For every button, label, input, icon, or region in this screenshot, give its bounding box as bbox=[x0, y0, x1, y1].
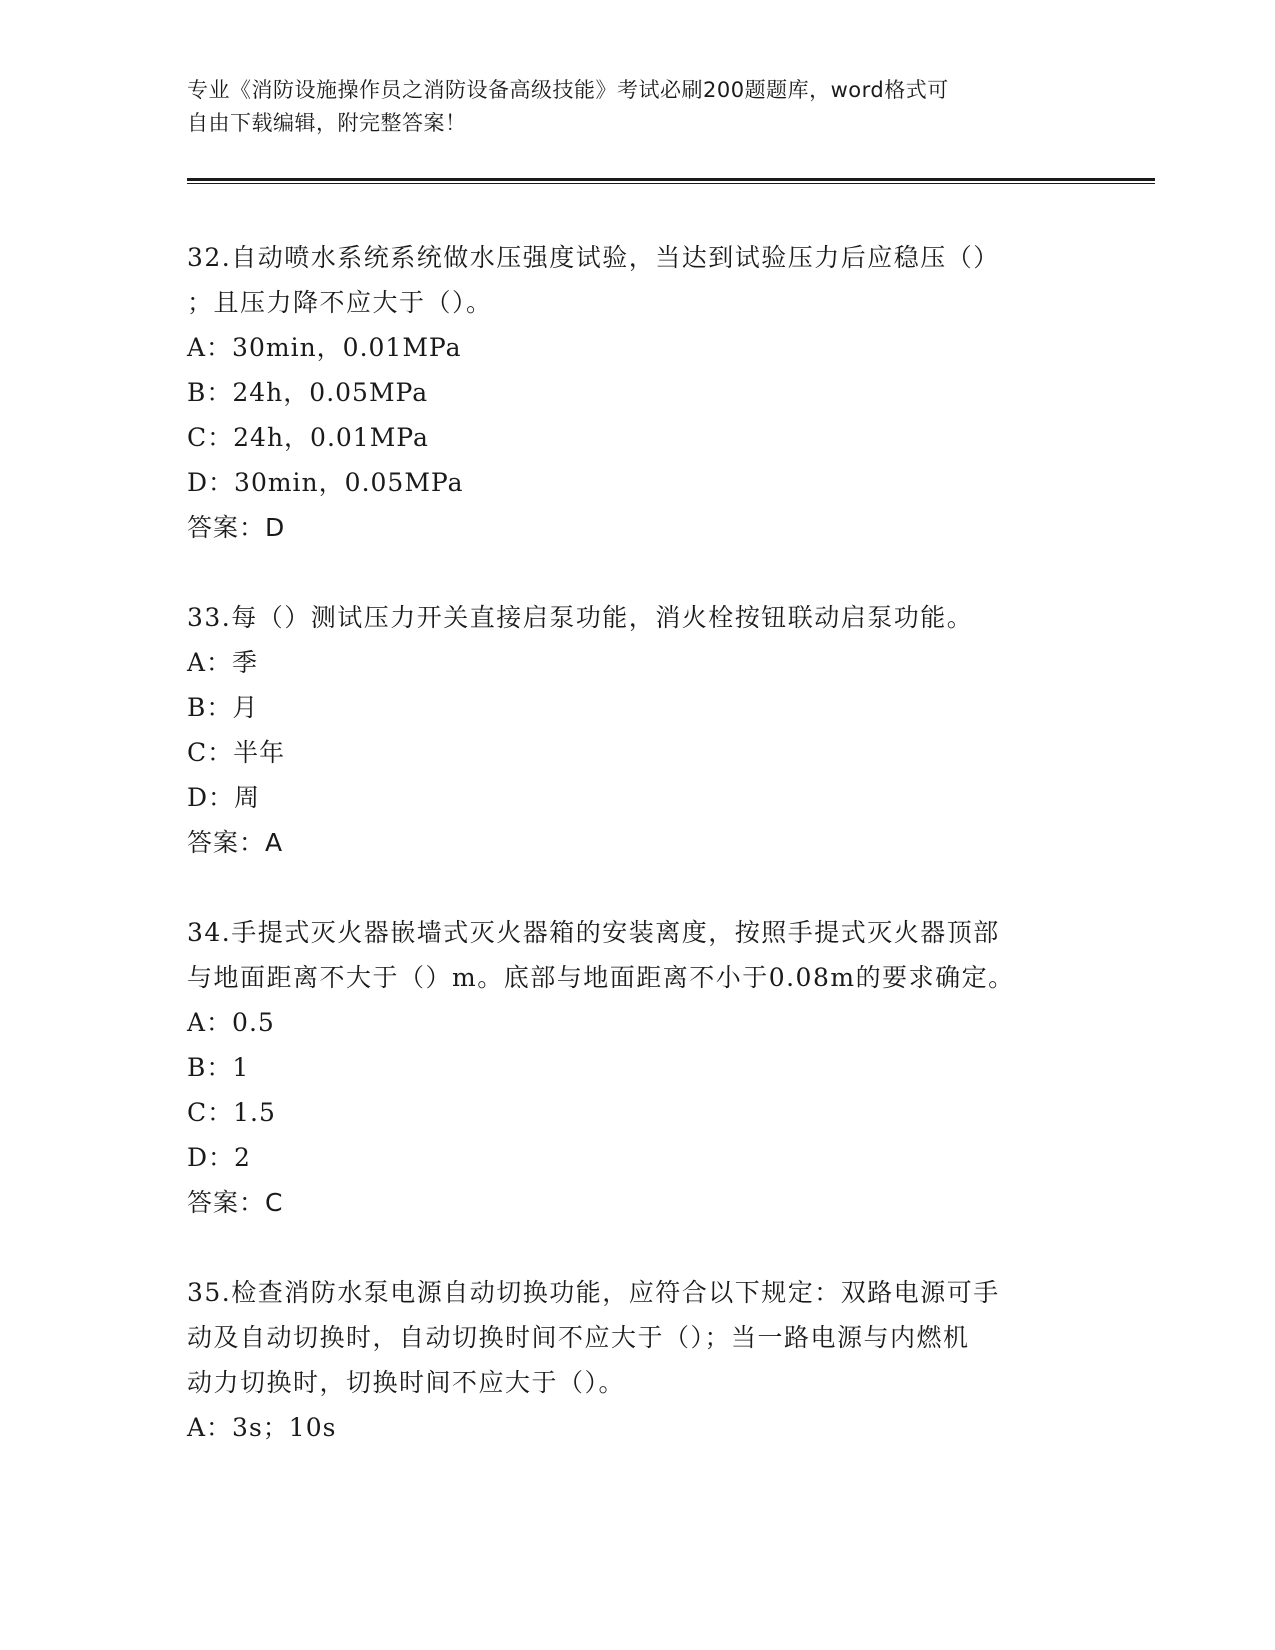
question-spacer bbox=[187, 550, 1087, 595]
option-c: C：24h，0.01MPa bbox=[187, 423, 429, 452]
question-34 bbox=[187, 910, 1087, 1225]
header-divider-thin bbox=[187, 183, 1155, 184]
question-list bbox=[187, 235, 1087, 1450]
option-b: B：1 bbox=[187, 1053, 250, 1082]
question-35 bbox=[187, 1270, 1087, 1450]
question-stem-line: 动及自动切换时，自动切换时间不应大于（）；当一路电源与内燃机 bbox=[187, 1323, 970, 1352]
question-stem-line: 34.手提式灭火器嵌墙式灭火器箱的安装离度，按照手提式灭火器顶部 bbox=[187, 918, 1000, 947]
document-header bbox=[187, 74, 1087, 140]
option-a: A：3s；10s bbox=[187, 1413, 337, 1442]
question-stem-line: 32.自动喷水系统系统做水压强度试验，当达到试验压力后应稳压（） bbox=[187, 243, 1000, 272]
answer-line: 答案：A bbox=[187, 828, 284, 857]
answer-line: 答案：D bbox=[187, 513, 286, 542]
option-b: B：月 bbox=[187, 693, 259, 722]
question-33 bbox=[187, 595, 1087, 865]
question-spacer bbox=[187, 1225, 1087, 1270]
option-d: D：30min，0.05MPa bbox=[187, 468, 464, 497]
option-c: C：半年 bbox=[187, 738, 286, 767]
header-line-1: 专业《消防设施操作员之消防设备高级技能》考试必刷200题题库，word格式可 bbox=[187, 78, 949, 102]
option-b: B：24h，0.05MPa bbox=[187, 378, 429, 407]
question-stem-line: 35.检查消防水泵电源自动切换功能，应符合以下规定：双路电源可手 bbox=[187, 1278, 1000, 1307]
option-c: C：1.5 bbox=[187, 1098, 276, 1127]
header-divider-thick bbox=[187, 178, 1155, 181]
answer-line: 答案：C bbox=[187, 1188, 284, 1217]
option-d: D：周 bbox=[187, 783, 261, 812]
question-stem-line: 33.每（）测试压力开关直接启泵功能，消火栓按钮联动启泵功能。 bbox=[187, 603, 974, 632]
option-a: A：30min，0.01MPa bbox=[187, 333, 462, 362]
option-d: D：2 bbox=[187, 1143, 251, 1172]
question-stem-line: ；且压力降不应大于（）。 bbox=[187, 288, 493, 317]
header-line-2: 自由下载编辑，附完整答案！ bbox=[187, 111, 467, 135]
option-a: A：季 bbox=[187, 648, 259, 677]
question-stem-line: 与地面距离不大于（）m。底部与地面距离不小于0.08m的要求确定。 bbox=[187, 963, 1015, 992]
option-a: A：0.5 bbox=[187, 1008, 275, 1037]
question-stem-line: 动力切换时，切换时间不应大于（）。 bbox=[187, 1368, 626, 1397]
question-32 bbox=[187, 235, 1087, 550]
question-spacer bbox=[187, 865, 1087, 910]
